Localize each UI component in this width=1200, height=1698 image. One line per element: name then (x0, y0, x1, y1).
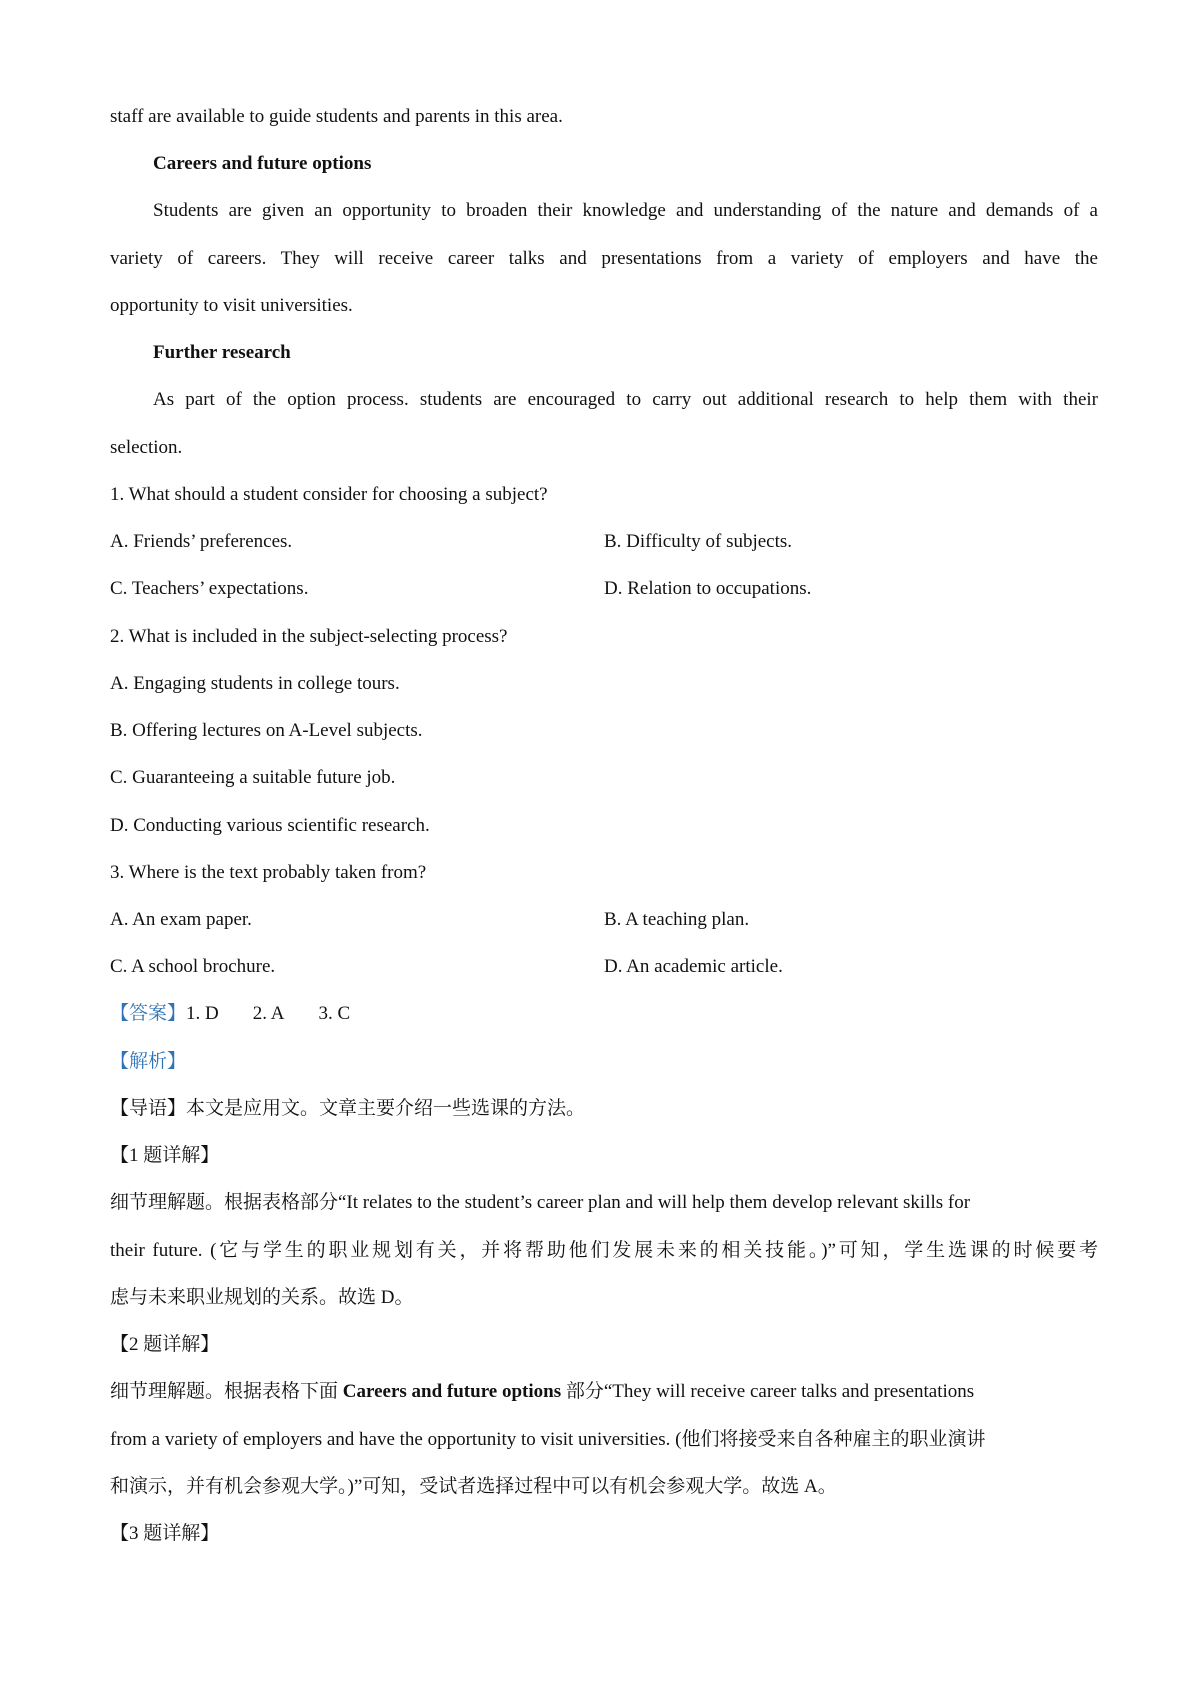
question-option: A. Friends’ preferences. (110, 531, 293, 552)
analysis-guide: 【导语】本文是应用文。文章主要介绍一些选课的方法。 (110, 1098, 586, 1119)
answer-line (110, 1001, 350, 1027)
question-option: B. A teaching plan. (604, 909, 750, 930)
analysis-line (110, 1379, 974, 1405)
question-option: D. An academic article. (604, 956, 783, 977)
passage-line: opportunity to visit universities. (110, 295, 353, 316)
question-stem: 1. What should a student consider for choosing a subject? (110, 484, 548, 505)
section-heading-careers: Careers and future options (153, 153, 372, 174)
q1-detail-title: 【1 题详解】 (110, 1145, 220, 1166)
analysis-label: 【解析】 (110, 1051, 187, 1072)
question-option: C. A school brochure. (110, 956, 276, 977)
passage-line: As part of the option process. students are encouraged to carry out additional research to help them with their (153, 389, 1098, 410)
question-option: A. An exam paper. (110, 909, 252, 930)
question-stem: 3. Where is the text probably taken from? (110, 862, 427, 883)
answer-item: 3. C (318, 1003, 351, 1024)
section-heading-research: Further research (153, 342, 291, 363)
answer-item: 1. D (186, 1003, 219, 1024)
answer-label: 【答案】 (110, 1003, 187, 1024)
question-option: D. Conducting various scientific research. (110, 815, 430, 836)
passage-line: Students are given an opportunity to broaden their knowledge and understanding of the nature and demands of a (153, 200, 1098, 221)
analysis-line: their future. (它与学生的职业规划有关，并将帮助他们发展未来的相关技能。)”可知，学生选课的时候要考 (110, 1240, 1098, 1261)
analysis-text: 部分“They will receive career talks and presentations (561, 1381, 975, 1402)
question-option: C. Guaranteeing a suitable future job. (110, 767, 396, 788)
q2-detail-title: 【2 题详解】 (110, 1334, 220, 1355)
question-option: C. Teachers’ expectations. (110, 578, 309, 599)
passage-line: selection. (110, 437, 183, 458)
question-option: B. Offering lectures on A-Level subjects. (110, 720, 423, 741)
analysis-text: 细节理解题。根据表格下面 (110, 1381, 343, 1402)
analysis-line: 和演示，并有机会参观大学。)”可知，受试者选择过程中可以有机会参观大学。故选 A。 (110, 1476, 837, 1497)
analysis-line: 虑与未来职业规划的关系。故选 D。 (110, 1287, 414, 1308)
analysis-line: from a variety of employers and have the opportunity to visit universities. (他们将接受来自各种雇主的职业演讲 (110, 1429, 986, 1450)
passage-line: staff are available to guide students and parents in this area. (110, 106, 563, 127)
answer-item: 2. A (252, 1003, 285, 1024)
question-option: D. Relation to occupations. (604, 578, 812, 599)
question-option: B. Difficulty of subjects. (604, 531, 793, 552)
analysis-line: 细节理解题。根据表格部分“It relates to the student’s career plan and will help them develop relevant skills for (110, 1192, 971, 1213)
question-option: A. Engaging students in college tours. (110, 673, 400, 694)
analysis-bold-text: Careers and future options (342, 1381, 562, 1402)
passage-line: variety of careers. They will receive career talks and presentations from a variety of employers and have the (110, 248, 1098, 269)
question-stem: 2. What is included in the subject-selecting process? (110, 626, 508, 647)
q3-detail-title: 【3 题详解】 (110, 1523, 220, 1544)
